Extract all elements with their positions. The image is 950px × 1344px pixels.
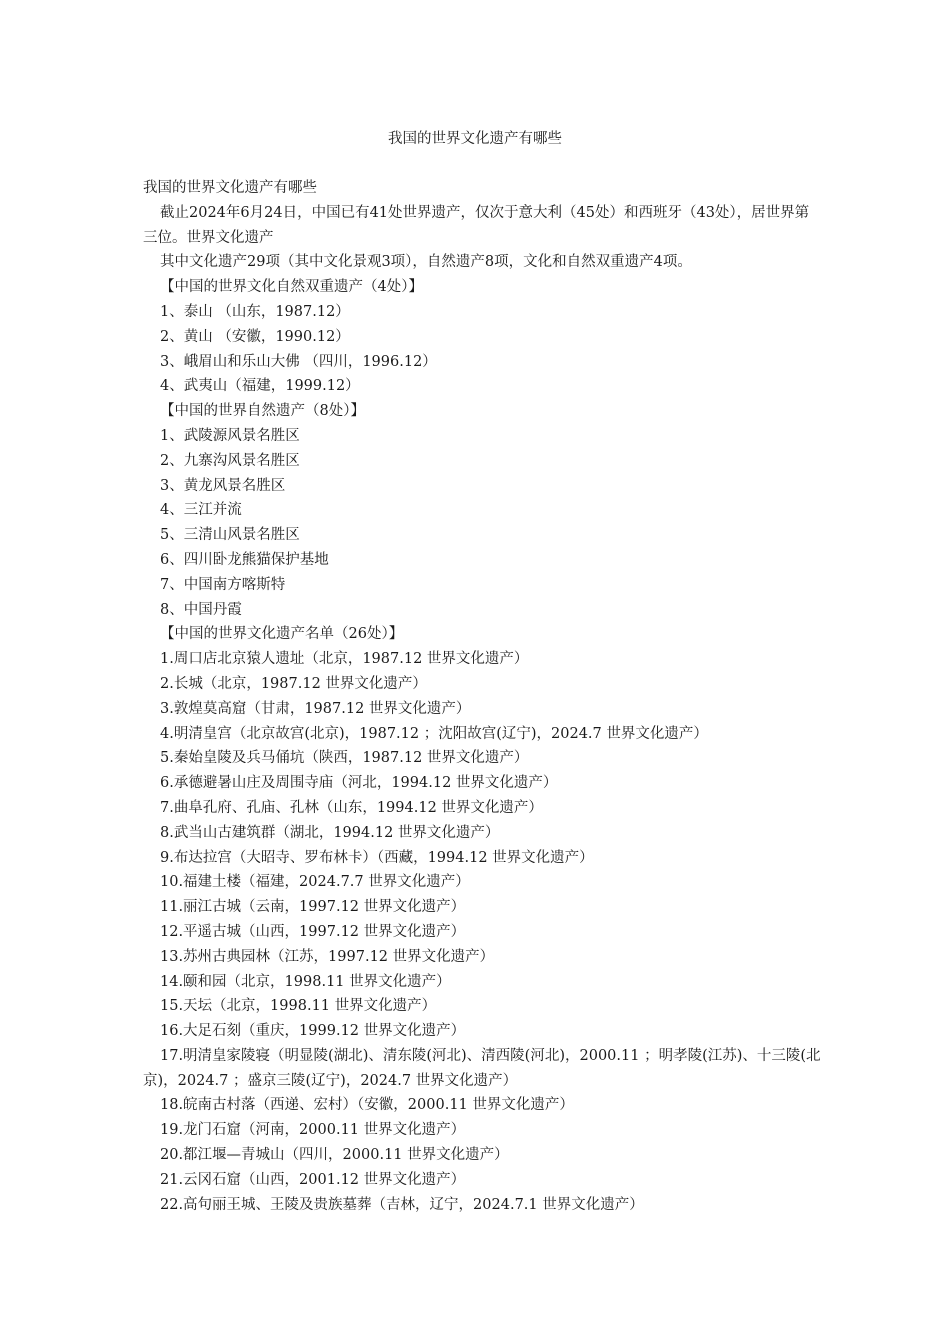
list-item: 1、泰山 （山东，1987.12） xyxy=(160,303,350,320)
list-item: 4、武夷山（福建，1999.12） xyxy=(160,378,360,395)
list-item: 11.丽江古城（云南，1997.12 世界文化遗产） xyxy=(160,899,466,916)
list-item: 20.都江堰—青城山（四川，2000.11 世界文化遗产） xyxy=(160,1147,509,1164)
list-item: 8.武当山古建筑群（湖北，1994.12 世界文化遗产） xyxy=(160,824,500,841)
list-item: 4、三江并流 xyxy=(160,502,242,519)
section-heading-mixed: 【中国的世界文化自然双重遗产（4处）】 xyxy=(160,279,423,296)
list-item: 3.敦煌莫高窟（甘肃，1987.12 世界文化遗产） xyxy=(160,700,471,717)
summary-paragraph: 其中文化遗产29项（其中文化景观3项），自然遗产8项，文化和自然双重遗产4项。 xyxy=(160,254,692,271)
body-heading: 我国的世界文化遗产有哪些 xyxy=(143,180,317,196)
list-item: 2、九寨沟风景名胜区 xyxy=(160,452,300,469)
list-item: 9.布达拉宫（大昭寺、罗布林卡）（西藏，1994.12 世界文化遗产） xyxy=(160,849,594,866)
list-item: 4.明清皇宫（北京故宫(北京)，1987.12 ；沈阳故宫(辽宁)，2024.7 世界文化遗产） xyxy=(160,725,708,742)
list-item: 12.平遥古城（山西，1997.12 世界文化遗产） xyxy=(160,923,466,940)
list-item: 16.大足石刻（重庆，1999.12 世界文化遗产） xyxy=(160,1023,466,1040)
list-item: 7、中国南方喀斯特 xyxy=(160,576,286,593)
list-item: 5.秦始皇陵及兵马俑坑（陕西，1987.12 世界文化遗产） xyxy=(160,750,529,767)
list-item: 7.曲阜孔府、孔庙、孔林（山东，1994.12 世界文化遗产） xyxy=(160,799,543,816)
list-item: 10.福建土楼（福建，2024.7.7 世界文化遗产） xyxy=(160,874,470,891)
intro-paragraph: 截止2024年6月24日，中国已有41处世界遗产，仅次于意大利（45处）和西班牙（43处），居世界第三位。世界文化遗产 xyxy=(143,204,810,246)
list-item: 1.周口店北京猿人遗址（北京，1987.12 世界文化遗产） xyxy=(160,651,529,668)
list-item: 18.皖南古村落（西递、宏村）（安徽，2000.11 世界文化遗产） xyxy=(160,1097,574,1114)
list-item: 14.颐和园（北京，1998.11 世界文化遗产） xyxy=(160,973,451,990)
list-item: 2.长城（北京，1987.12 世界文化遗产） xyxy=(160,675,427,692)
list-item: 3、黄龙风景名胜区 xyxy=(160,477,286,494)
page-title: 我国的世界文化遗产有哪些 xyxy=(388,131,562,147)
list-item: 17.明清皇家陵寝（明显陵(湖北)、清东陵(河北)、清西陵(河北)，2000.11 ；明孝陵(江苏)、十三陵(北京)，2024.7 ；盛京三陵(辽宁)，2024.7 世界文化遗产） xyxy=(143,1047,821,1089)
list-item: 5、三清山风景名胜区 xyxy=(160,527,300,544)
section-heading-cultural: 【中国的世界文化遗产名单（26处）】 xyxy=(160,626,404,643)
list-item: 21.云冈石窟（山西，2001.12 世界文化遗产） xyxy=(160,1171,466,1188)
list-item: 19.龙门石窟（河南，2000.11 世界文化遗产） xyxy=(160,1122,466,1139)
list-item: 13.苏州古典园林（江苏，1997.12 世界文化遗产） xyxy=(160,948,495,965)
list-item: 22.高句丽王城、王陵及贵族墓葬（吉林，辽宁，2024.7.1 世界文化遗产） xyxy=(160,1196,644,1213)
list-item: 8、中国丹霞 xyxy=(160,601,242,618)
section-heading-natural: 【中国的世界自然遗产（8处）】 xyxy=(160,403,365,420)
list-item: 2、黄山 （安徽，1990.12） xyxy=(160,328,350,345)
list-item: 6.承德避暑山庄及周围寺庙（河北，1994.12 世界文化遗产） xyxy=(160,775,558,792)
list-item: 15.天坛（北京，1998.11 世界文化遗产） xyxy=(160,998,437,1015)
list-item: 1、武陵源风景名胜区 xyxy=(160,427,300,444)
list-item: 6、四川卧龙熊猫保护基地 xyxy=(160,551,329,568)
list-item: 3、峨眉山和乐山大佛 （四川，1996.12） xyxy=(160,353,437,370)
document-body xyxy=(143,176,823,1217)
